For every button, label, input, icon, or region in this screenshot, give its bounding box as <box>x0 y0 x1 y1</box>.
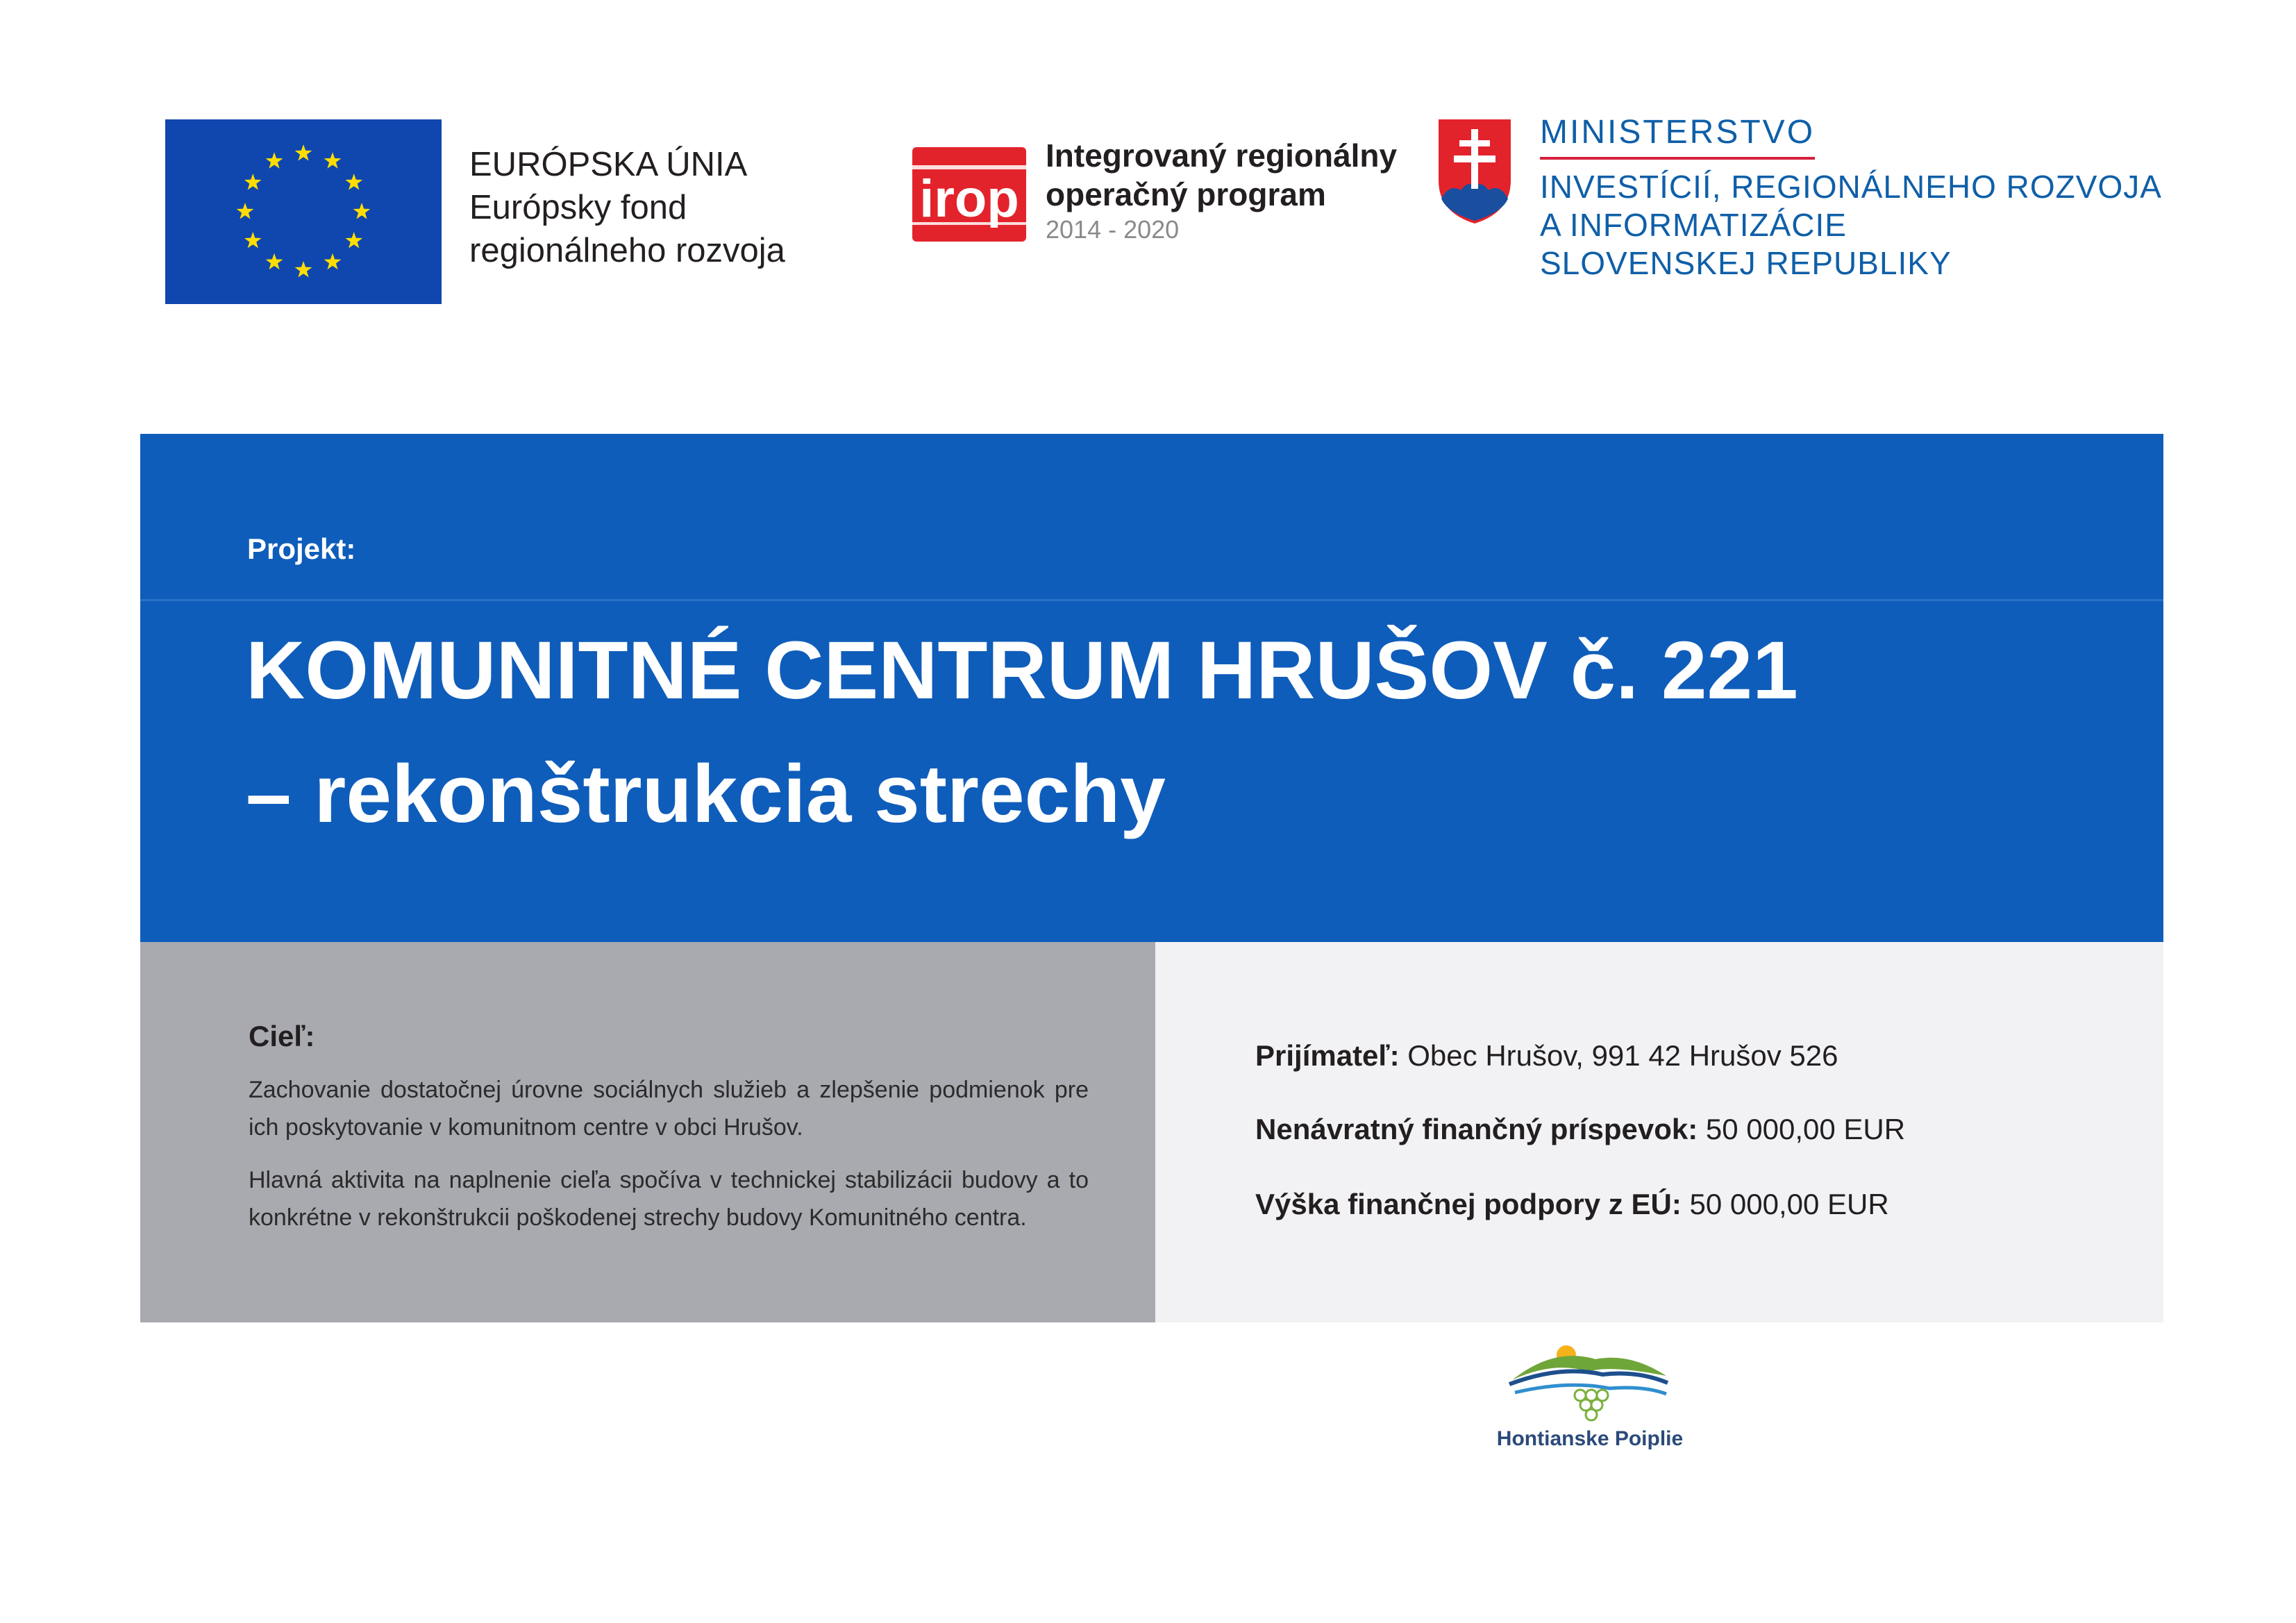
irop-logo <box>912 147 1026 242</box>
grant-row <box>1255 1113 2144 1146</box>
eu-star-icon <box>244 174 262 190</box>
eu-star-icon <box>295 261 312 278</box>
eu-star-icon <box>324 152 342 169</box>
eu-support-label: Výška finančnej podpory z EÚ: <box>1255 1188 1682 1220</box>
project-title <box>246 609 2120 856</box>
eu-star-icon <box>266 152 283 169</box>
eu-star-icon <box>353 203 371 219</box>
eu-star-icon <box>324 253 342 270</box>
ministry-line1: MINISTERSTVO <box>1540 111 1815 160</box>
eu-fund-line2: regionálneho rozvoja <box>469 232 785 269</box>
goal-panel <box>140 942 1155 1322</box>
info-panel <box>1155 942 2163 1322</box>
region-name: Hontianske Poiplie <box>1496 1427 1684 1450</box>
ministry-line2: INVESTÍCIÍ, REGIONÁLNEHO ROZVOJA <box>1540 169 2162 205</box>
eu-name: EURÓPSKA ÚNIA <box>469 146 748 183</box>
irop-text-block <box>1046 136 1434 246</box>
irop-name-line1: Integrovaný regionálny <box>1046 137 1398 174</box>
project-label: Projekt: <box>247 532 356 565</box>
eu-star-icon <box>266 253 283 270</box>
eu-star-icon <box>345 174 362 190</box>
eu-support-value: 50 000,00 EUR <box>1689 1188 1889 1220</box>
ministry-name-block <box>1540 111 2276 283</box>
eu-star-icon <box>345 232 362 249</box>
eu-stars-icon <box>165 119 442 304</box>
grant-value: 50 000,00 EUR <box>1705 1113 1906 1145</box>
banner-stripe <box>140 599 2163 601</box>
recipient-row <box>1255 1039 2144 1073</box>
ministry-line4: SLOVENSKEJ REPUBLIKY <box>1540 245 1952 281</box>
eu-flag-logo <box>165 119 442 304</box>
eu-support-row <box>1255 1188 2144 1221</box>
recipient-label: Prijímateľ: <box>1255 1039 1400 1072</box>
ministry-line3: A INFORMATIZÁCIE <box>1540 207 1847 243</box>
eu-star-icon <box>244 232 262 249</box>
project-title-line1: KOMUNITNÉ CENTRUM HRUŠOV č. 221 <box>246 625 1798 716</box>
eu-fund-line1: Európsky fond <box>469 189 687 226</box>
slovak-coat-of-arms-icon <box>1436 117 1514 226</box>
irop-name-line2: operačný program <box>1046 176 1326 212</box>
eu-text-block <box>469 143 858 272</box>
grant-label: Nenávratný finančný príspevok: <box>1255 1113 1698 1145</box>
goal-paragraph-1: Zachovanie dostatočnej úrovne sociálnych služieb a zlepšenie podmienok pre ich poskytovanie v komunitnom centre v obci Hrušov. <box>249 1077 1089 1141</box>
eu-star-icon <box>295 144 312 161</box>
project-title-line2: – rekonštrukcia strechy <box>246 748 1166 840</box>
goal-label: Cieľ: <box>249 1020 315 1052</box>
recipient-value: Obec Hrušov, 991 42 Hrušov 526 <box>1407 1039 1838 1072</box>
project-banner <box>140 434 2163 942</box>
eu-star-icon <box>237 203 254 219</box>
hontianske-poiplie-logo-icon <box>1505 1340 1672 1423</box>
goal-paragraph-2: Hlavná aktivita na naplnenie cieľa spočíva v technickej stabilizácii budovy a to konkrétne v rekonštrukcii poškodenej strechy budovy Komunitného centra. <box>249 1167 1089 1231</box>
irop-period: 2014 - 2020 <box>1046 215 1180 244</box>
goal-text <box>249 1071 1089 1252</box>
irop-logo-text: irop <box>919 169 1019 228</box>
